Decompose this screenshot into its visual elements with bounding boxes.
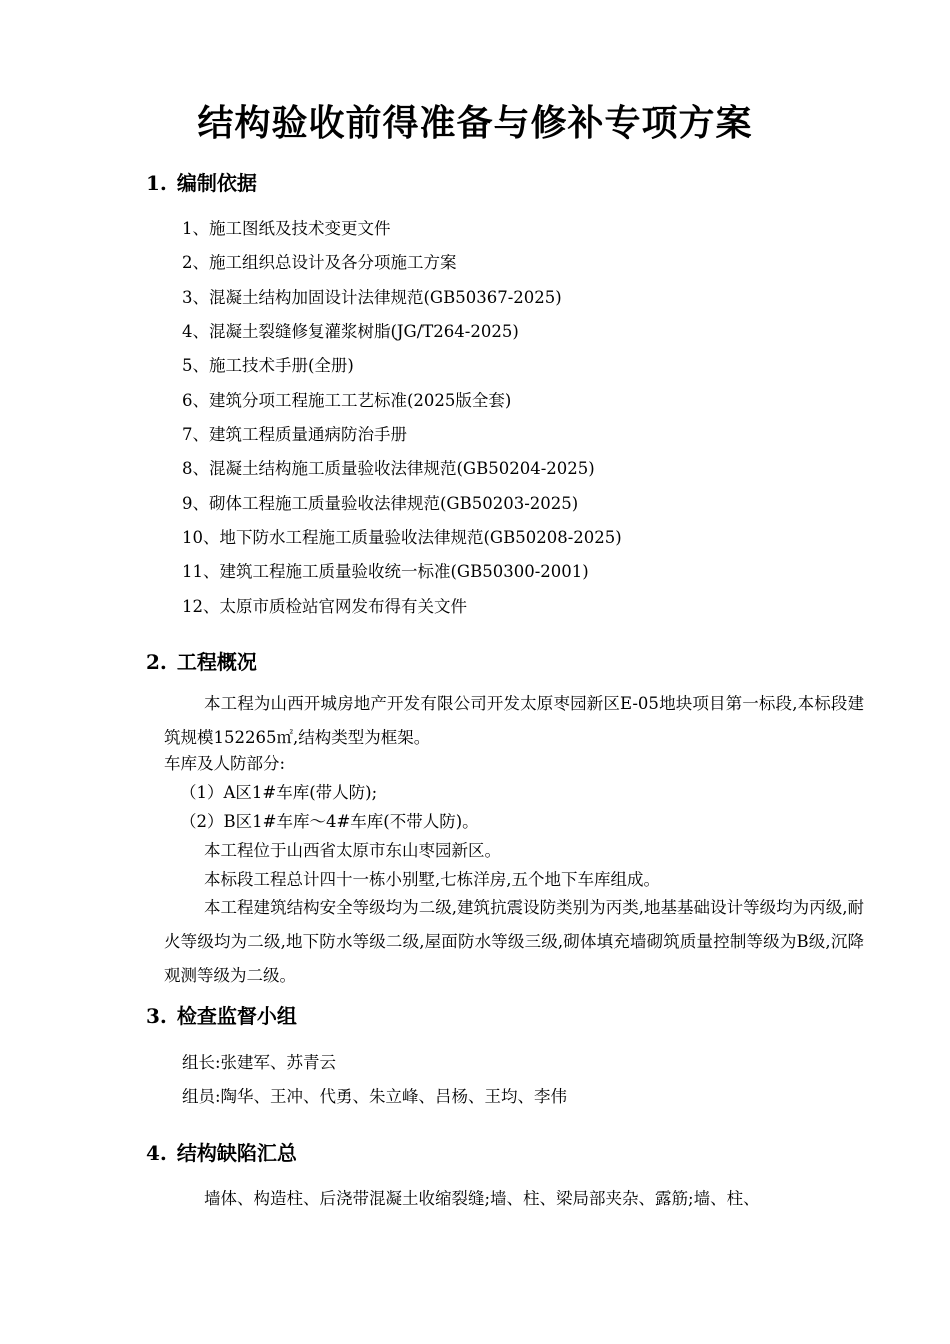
reference-item-7: 7、建筑工程质量通病防治手册 (182, 425, 407, 444)
project-grades-paragraph: 本工程建筑结构安全等级均为二级,建筑抗震设防类别为丙类,地基基础设计等级均为丙级,耐火等级均为二级,地下防水等级二级,屋面防水等级三级,砌体填充墙砌筑质量控制等级为B级,沉降观测等级为二级。 (164, 898, 864, 985)
reference-item-12: 12、太原市质检站官网发布得有关文件 (182, 597, 467, 616)
section-title: 编制依据 (176, 171, 257, 195)
section-title: 工程概况 (176, 650, 257, 674)
section-title: 结构缺陷汇总 (176, 1141, 297, 1165)
reference-item-5: 5、施工技术手册(全册) (182, 356, 354, 375)
garage-item-1: （1）A区1#车库(带人防); (180, 783, 378, 802)
section-heading-4 (146, 1138, 297, 1168)
group-leader: 组长:张建军、苏青云 (182, 1053, 337, 1072)
section-number: 3. (146, 1004, 167, 1028)
reference-item-10: 10、地下防水工程施工质量验收法律规范(GB50208-2025) (182, 528, 622, 547)
reference-item-8: 8、混凝土结构施工质量验收法律规范(GB50204-2025) (182, 459, 595, 478)
defects-summary-text: 墙体、构造柱、后浇带混凝土收缩裂缝;墙、柱、梁局部夹杂、露筋;墙、柱、 (204, 1189, 760, 1208)
section-heading-1 (146, 168, 257, 198)
reference-item-1: 1、施工图纸及技术变更文件 (182, 219, 391, 238)
section-heading-3 (146, 1001, 297, 1031)
section-number: 4. (146, 1141, 167, 1165)
section-number: 1. (146, 171, 167, 195)
reference-item-2: 2、施工组织总设计及各分项施工方案 (182, 253, 457, 272)
document-title: 结构验收前得准备与修补专项方案 (197, 102, 753, 144)
reference-item-9: 9、砌体工程施工质量验收法律规范(GB50203-2025) (182, 494, 579, 513)
section-title: 检查监督小组 (176, 1004, 297, 1028)
section-number: 2. (146, 650, 167, 674)
reference-item-6: 6、建筑分项工程施工工艺标准(2025版全套) (182, 391, 512, 410)
project-overview-paragraph: 本工程为山西开城房地产开发有限公司开发太原枣园新区E-05地块项目第一标段,本标段建筑规模152265㎡,结构类型为框架。 (164, 694, 864, 747)
project-location: 本工程位于山西省太原市东山枣园新区。 (204, 841, 501, 860)
garage-item-2: （2）B区1#车库～4#车库(不带人防)。 (180, 812, 479, 831)
reference-item-3: 3、混凝土结构加固设计法律规范(GB50367-2025) (182, 288, 562, 307)
reference-item-4: 4、混凝土裂缝修复灌浆树脂(JG/T264-2025) (182, 322, 519, 341)
section-heading-2 (146, 647, 257, 677)
reference-item-11: 11、建筑工程施工质量验收统一标准(GB50300-2001) (182, 562, 589, 581)
project-composition: 本标段工程总计四十一栋小别墅,七栋洋房,五个地下车库组成。 (204, 870, 660, 889)
group-members: 组员:陶华、王冲、代勇、朱立峰、吕杨、王均、李伟 (182, 1087, 568, 1106)
garage-label: 车库及人防部分: (164, 754, 286, 773)
